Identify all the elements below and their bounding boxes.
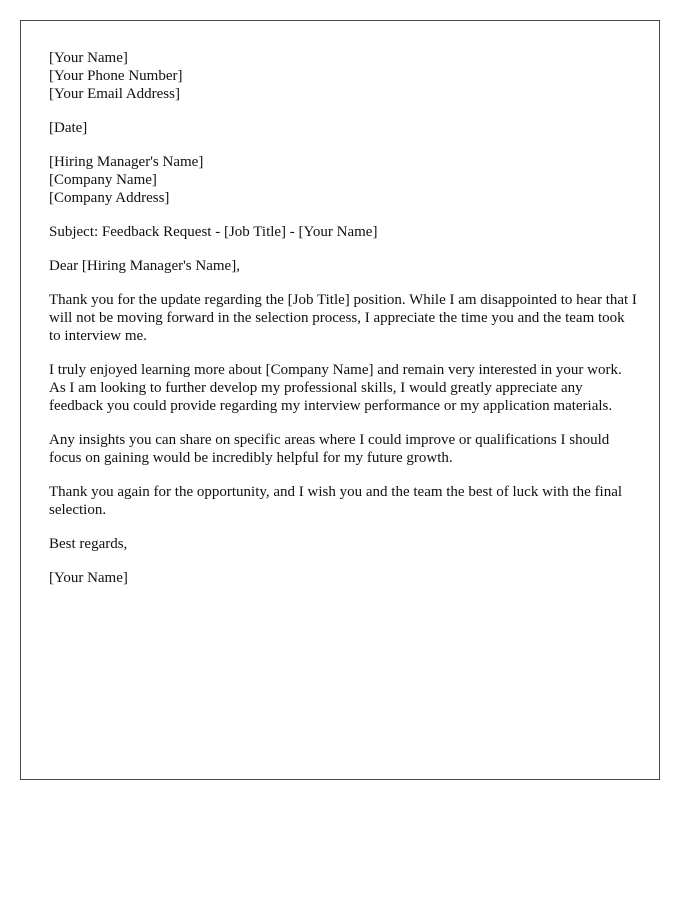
sender-email: [Your Email Address] bbox=[49, 86, 180, 102]
signature: [Your Name] bbox=[49, 570, 128, 586]
paragraph-1: Thank you for the update regarding the [Job Title] position. While I am disappointed to hear that I will not be moving forward in the selection process, I appreciate the time you and the team took to interview me. bbox=[49, 292, 637, 344]
letter-body bbox=[49, 49, 639, 603]
letter-date: [Date] bbox=[49, 120, 88, 136]
date-block bbox=[49, 119, 639, 137]
recipient-name: [Hiring Manager's Name] bbox=[49, 154, 204, 170]
recipient-block bbox=[49, 153, 639, 207]
sender-phone: [Your Phone Number] bbox=[49, 68, 183, 84]
recipient-address: [Company Address] bbox=[49, 190, 170, 206]
closing: Best regards, bbox=[49, 536, 128, 552]
paragraph-2: I truly enjoyed learning more about [Company Name] and remain very interested in your work. As I am looking to further develop my professional skills, I would greatly appreciate any feedback you could provide regarding my interview performance or my application materials. bbox=[49, 362, 622, 414]
recipient-company: [Company Name] bbox=[49, 172, 157, 188]
salutation: Dear [Hiring Manager's Name], bbox=[49, 258, 240, 274]
sender-block bbox=[49, 49, 639, 103]
paragraph-4: Thank you again for the opportunity, and I wish you and the team the best of luck with the final selection. bbox=[49, 484, 623, 518]
sender-name: [Your Name] bbox=[49, 50, 128, 66]
subject-line: Subject: Feedback Request - [Job Title] - [Your Name] bbox=[49, 224, 378, 240]
paragraph-3: Any insights you can share on specific areas where I could improve or qualifications I should focus on gaining would be incredibly helpful for my future growth. bbox=[49, 432, 610, 466]
letter-page bbox=[20, 20, 660, 780]
